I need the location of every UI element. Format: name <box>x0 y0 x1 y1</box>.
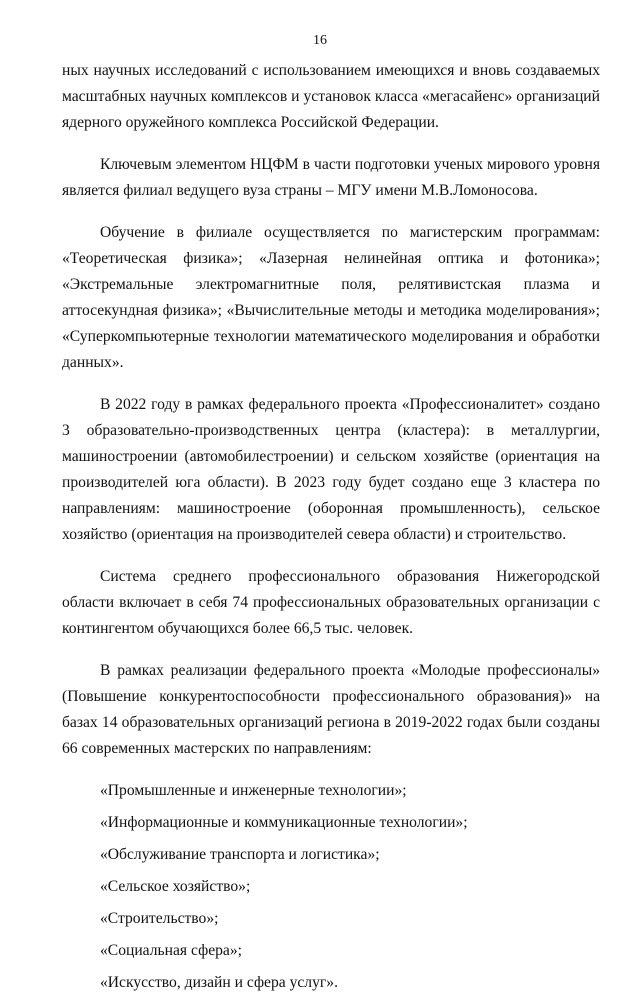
paragraph: Система среднего профессионального образования Нижегородской области включает в себя 74 профессиональных образовательных организации с контингентом обучающихся более 66,5 тыс. человек. <box>62 568 600 637</box>
list-item: «Социальная сфера»; <box>100 942 242 959</box>
list-item: «Искусство, дизайн и сфера услуг». <box>100 974 338 991</box>
directions-list <box>62 778 600 996</box>
list-item: «Обслуживание транспорта и логистика»; <box>100 846 380 863</box>
paragraph: В рамках реализации федерального проекта «Молодые профессионалы» (Повышение конкурентоспособности профессионального образования)» на базах 14 образовательных организаций региона в 2019-2022 годах были созданы 66 современных мастерских по направлениям: <box>62 662 600 757</box>
list-item: «Строительство»; <box>100 910 219 927</box>
paragraph: Ключевым элементом НЦФМ в части подготовки ученых мирового уровня является филиал ведущего вуза страны – МГУ имени М.В.Ломоносова. <box>62 156 600 199</box>
page-number: 16 <box>313 33 327 48</box>
list-item: «Промышленные и инженерные технологии»; <box>100 782 407 799</box>
document-body <box>62 58 600 996</box>
list-item: «Информационные и коммуникационные технологии»; <box>100 814 468 831</box>
paragraph: ных научных исследований с использованием имеющихся и вновь создаваемых масштабных научных комплексов и установок класса «мегасайенс» организаций ядерного оружейного комплекса Российской Федерации. <box>62 62 600 131</box>
paragraph: В 2022 году в рамках федерального проекта «Профессионалитет» создано 3 образовательно-производственных центра (кластера): в металлургии, машиностроении (автомобилестроении) и сельском хозяйстве (ориентация на производителей юга области). В 2023 году будет создано еще 3 кластера по направлениям: машиностроение (оборонная промышленность), сельское хозяйство (ориентация на производителей севера области) и строительство. <box>62 396 600 543</box>
list-item: «Сельское хозяйство»; <box>100 878 251 895</box>
paragraph: Обучение в филиале осуществляется по магистерским программам: «Теоретическая физика»; «Лазерная нелинейная оптика и фотоника»; «Экстремальные электромагнитные поля, релятивистская плазма и аттосекундная физика»; «Вычислительные методы и методика моделирования»; «Суперкомпьютерные технологии математического моделирования и обработки данных». <box>62 224 600 371</box>
